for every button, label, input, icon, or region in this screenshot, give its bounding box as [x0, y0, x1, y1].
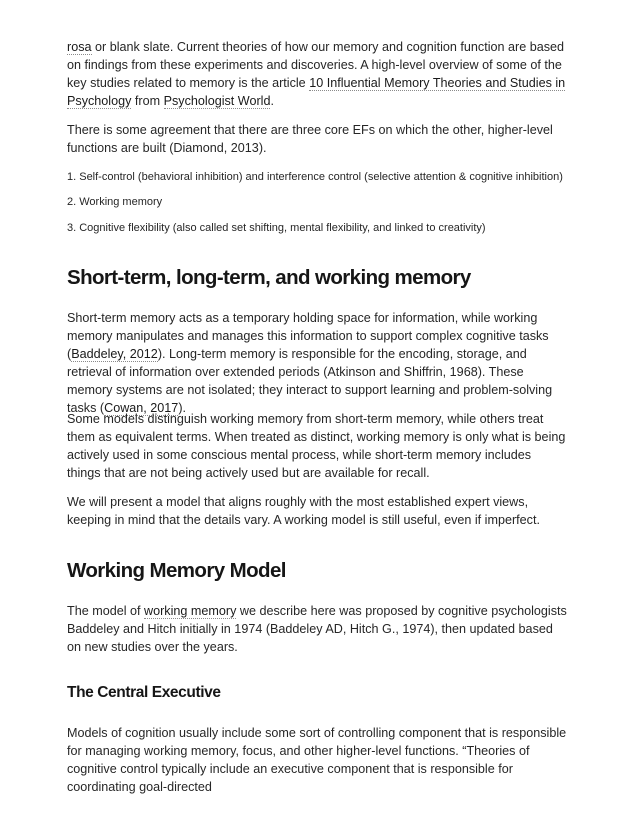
- tabula-rasa-link[interactable]: rosa: [67, 40, 92, 54]
- working-memory-model-paragraph: The model of working memory we describe here was proposed by cognitive psychologists Baddeley and Hitch initially in 1974 (Baddeley AD, Hitch G., 1974), then updated based on new studies over the years.: [67, 604, 567, 654]
- section-heading-central-executive: The Central Executive: [67, 684, 221, 701]
- intro-end: .: [270, 94, 274, 108]
- intro-text: or blank slate. Current theories of how our memory and cognition function are based on findings from these experiments and discoveries. A high-level overview of some of the key studies related to memory is the article: [67, 40, 565, 90]
- working-memory-link[interactable]: working memory: [144, 604, 237, 618]
- core-efs-list: [67, 170, 567, 240]
- section-heading-memory-types: Short-term, long-term, and working memory: [67, 266, 471, 289]
- cowan-2017-link[interactable]: Cowan, 2017: [104, 401, 179, 415]
- model-disclaimer-paragraph: We will present a model that aligns roughly with the most established expert views, keeping in mind that the details vary. A working model is still useful, even if imperfect.: [67, 495, 540, 527]
- memory-theories-article-link[interactable]: 10 Influential Memory Theories and Studies in Psychology: [67, 76, 566, 108]
- intro-from-text: from: [131, 94, 164, 108]
- baddeley-2012-link[interactable]: Baddeley, 2012: [71, 347, 158, 361]
- core-efs-paragraph: There is some agreement that there are three core EFs on which the other, higher-level functions are built (Diamond, 2013).: [67, 123, 553, 155]
- intro-paragraph: [67, 38, 567, 110]
- list-item: 1. Self-control (behavioral inhibition) and interference control (selective attention & cognitive inhibition): [67, 171, 563, 183]
- central-executive-paragraph: Models of cognition usually include some sort of controlling component that is responsible for managing working memory, focus, and other higher-level functions. “Theories of cognitive control typically include an executive component that is responsible for coordinating goal-directed: [67, 726, 567, 794]
- section-heading-working-memory-model: Working Memory Model: [67, 559, 286, 582]
- psychologist-world-link[interactable]: Psychologist World: [163, 94, 271, 108]
- list-item: 2. Working memory: [67, 196, 163, 208]
- working-vs-short-term-paragraph: Some models distinguish working memory from short-term memory, while others treat them as equivalent terms. When treated as distinct, working memory is only what is being actively used in some conscious mental process, while short-term memory includes things that are not being actively used but are available for recall.: [67, 412, 566, 480]
- list-item: 3. Cognitive flexibility (also called set shifting, mental flexibility, and linked to creativity): [67, 222, 486, 234]
- memory-types-paragraph: Short-term memory acts as a temporary holding space for information, while working memory manipulates and manages this information to support complex cognitive tasks (Baddeley, 2012). Long-term memory is responsible for the encoding, storage, and retrieval of information over extended periods (Atkinson and Shiffrin, 1968). These memory systems are not isolated; they interact to support learning and problem-solving tasks (Cowan, 2017).: [67, 311, 553, 415]
